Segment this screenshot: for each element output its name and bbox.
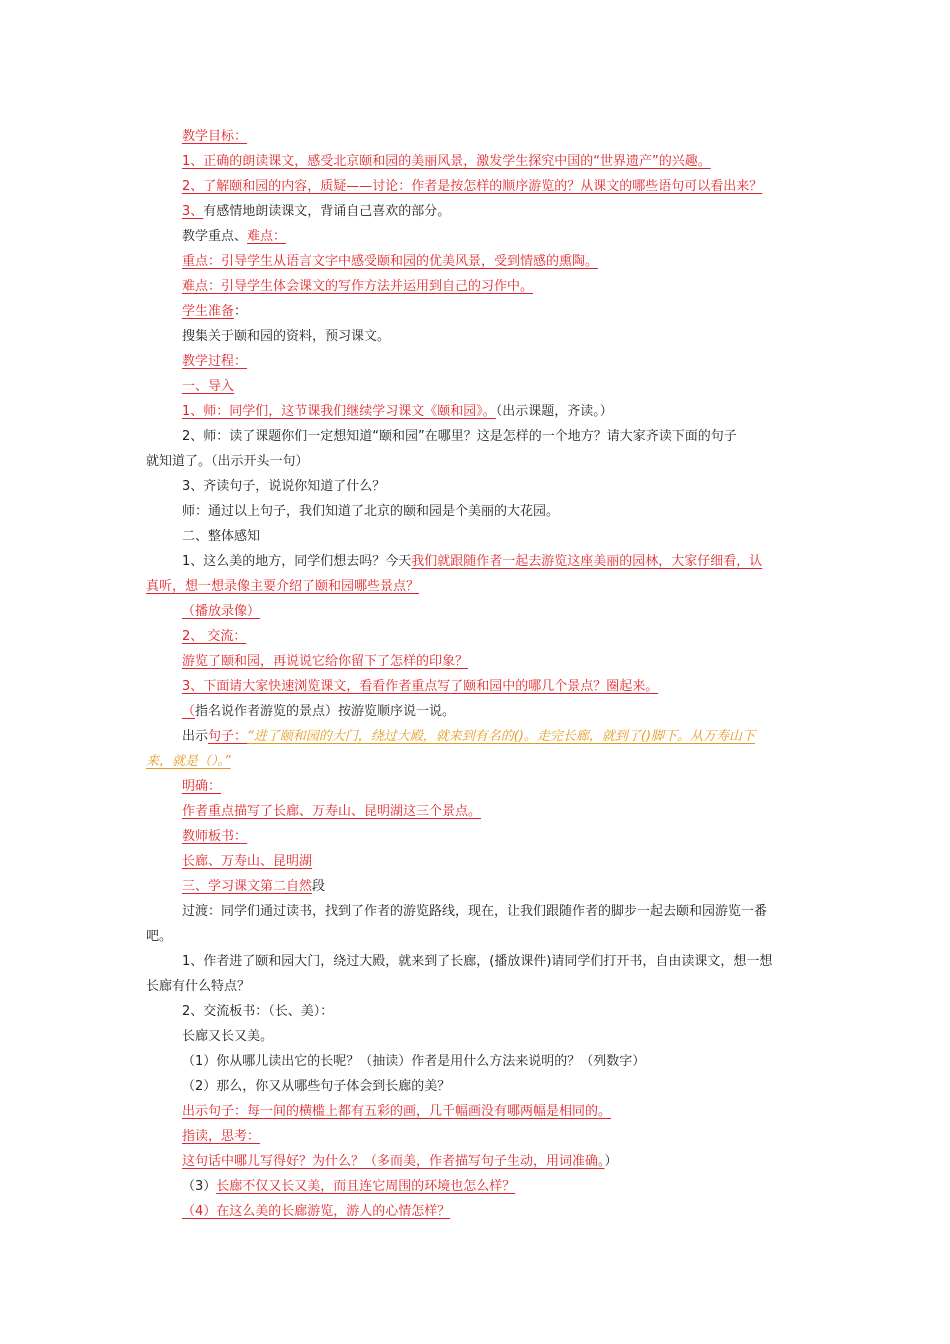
question-2: （2）那么，你又从哪些句子体会到长廊的美？ — [182, 1079, 451, 1094]
step-heading-overview: 二、整体感知 — [182, 529, 261, 544]
overview-step-2: 2、 交流： — [182, 629, 247, 644]
question-4: （4）在这么美的长廊游览，游人的心情怎样？ — [182, 1204, 451, 1219]
board-corridor: 长廊又长又美。 — [182, 1029, 274, 1044]
overview-step-2-text: 游览了颐和园，再说说它给你留下了怎样的印象？ — [182, 654, 469, 669]
intro-step-1-text: 1、师：同学们，这节课我们继续学习课文《颐和园》。 — [182, 404, 496, 419]
step-heading-paragraph2-text: 三、学习课文第二自然 — [182, 879, 313, 894]
difficulty-label: 难点： — [247, 229, 287, 244]
overview-step-3: 3、下面请大家快速浏览课文，看看作者重点写了颐和园中的哪几个景点？圈起来。 — [182, 679, 659, 694]
sentence-quote: “进了颐和园的大门，绕过大殿，就来到有名的()。走完长廊，就到了()脚下。从万寿山下 — [247, 729, 756, 744]
sentence-label: 句子： — [208, 729, 248, 744]
overview-step-1-cont: 真听，想一想录像主要介绍了颐和园哪些景点？ — [146, 579, 420, 594]
read-think-label: 指读，思考： — [182, 1129, 261, 1144]
objective-3-text: 有感情地朗读课文，背诵自己喜欢的部分。 — [203, 204, 451, 219]
objective-1: 1、正确的朗读课文，感受北京颐和园的美丽风景，激发学生探究中国的“世界遗产”的兴趣。 — [182, 154, 711, 169]
step-heading-paragraph2 — [182, 878, 325, 895]
paragraph2-step-1-cont: 长廊有什么特点？ — [146, 979, 251, 994]
transition-text-cont: 吧。 — [146, 929, 173, 944]
intro-step-1 — [182, 403, 613, 420]
overview-step-3-note-text: 指名说作者游览的景点）按游览顺序说一说。 — [195, 704, 456, 719]
keypoint-focus: 重点：引导学生从语言文字中感受颐和园的优美风景，受到情感的熏陶。 — [182, 254, 599, 269]
overview-step-3-note — [182, 703, 455, 720]
intro-step-2: 2、师：读了课题你们一定想知道“颐和园”在哪里？这是怎样的一个地方？请大家齐读下面的句子 — [182, 429, 737, 444]
question-analysis-text: 这句话中哪儿写得好？为什么？（多而美，作者描写句子生动，用词准确。 — [182, 1154, 605, 1169]
intro-step-3: 3、齐读句子，说说你知道了什么？ — [182, 479, 386, 494]
keypoints-label: 教学重点、 — [182, 229, 248, 244]
section-heading-objectives: 教学目标： — [182, 129, 248, 144]
board-text: 长廊、万寿山、昆明湖 — [182, 854, 313, 869]
sentence-quote-cont: 来，就是（）。” — [146, 754, 231, 769]
question-3-number: （3） — [182, 1179, 217, 1194]
objective-2: 2、了解颐和园的内容，质疑——讨论：作者是按怎样的顺序游览的？从课文的哪些语句可以看出来？ — [182, 179, 763, 194]
keypoint-difficulty: 难点：引导学生体会课文的写作方法并运用到自己的习作中。 — [182, 279, 534, 294]
overview-step-1-highlight: 我们就跟随作者一起去游览这座美丽的园林，大家仔细看，认 — [411, 554, 763, 569]
section-heading-process: 教学过程： — [182, 354, 248, 369]
question-3-text: 长廊不仅又长又美，而且连它周围的环境也怎么样？ — [216, 1179, 516, 1194]
clarify-text: 作者重点描写了长廊、万寿山、昆明湖这三个景点。 — [182, 804, 482, 819]
preparation-label: 学生准备 — [182, 304, 235, 319]
sentence-display-label: 出示 — [182, 729, 209, 744]
sentence-display — [182, 728, 755, 745]
section-heading-preparation — [182, 303, 247, 320]
board-label: 教师板书： — [182, 829, 248, 844]
section-heading-keypoints — [182, 228, 286, 245]
objective-3 — [182, 203, 450, 220]
preparation-colon: ： — [234, 304, 248, 319]
transition-text: 过渡：同学们通过读书，找到了作者的游览路线，现在，让我们跟随作者的脚步一起去颐和园游览一番 — [182, 904, 768, 919]
step-heading-intro: 一、导入 — [182, 379, 235, 394]
intro-step-1-note: （出示课题，齐读。） — [495, 404, 613, 419]
objective-3-number: 3、 — [182, 204, 204, 219]
paragraph2-step-2: 2、交流板书：（长、美）： — [182, 1004, 334, 1019]
sentence-display-2: 出示句子：每一间的横槛上都有五彩的画，几千幅画没有哪两幅是相同的。 — [182, 1104, 612, 1119]
question-analysis — [182, 1153, 618, 1170]
question-3 — [182, 1178, 515, 1195]
overview-play-video: （播放录像） — [182, 604, 261, 619]
overview-step-1 — [182, 553, 762, 570]
preparation-text: 搜集关于颐和园的资料，预习课文。 — [182, 329, 391, 344]
question-analysis-end: ） — [604, 1154, 618, 1169]
intro-step-2-cont: 就知道了。（出示开头一句） — [146, 454, 309, 469]
overview-step-1-start: 1、这么美的地方，同学们想去吗？今天 — [182, 554, 412, 569]
intro-teacher-note: 师：通过以上句子，我们知道了北京的颐和园是个美丽的大花园。 — [182, 504, 560, 519]
clarify-label: 明确： — [182, 779, 222, 794]
step-heading-paragraph2-end: 段 — [312, 879, 326, 894]
question-1: （1）你从哪儿读出它的长呢？（抽读）作者是用什么方法来说明的？（列数字） — [182, 1054, 646, 1069]
paren-open: （ — [182, 704, 196, 719]
paragraph2-step-1: 1、作者进了颐和园大门，绕过大殿，就来到了长廊，(播放课件)请同学们打开书，自由读课文，想一想 — [182, 954, 773, 969]
